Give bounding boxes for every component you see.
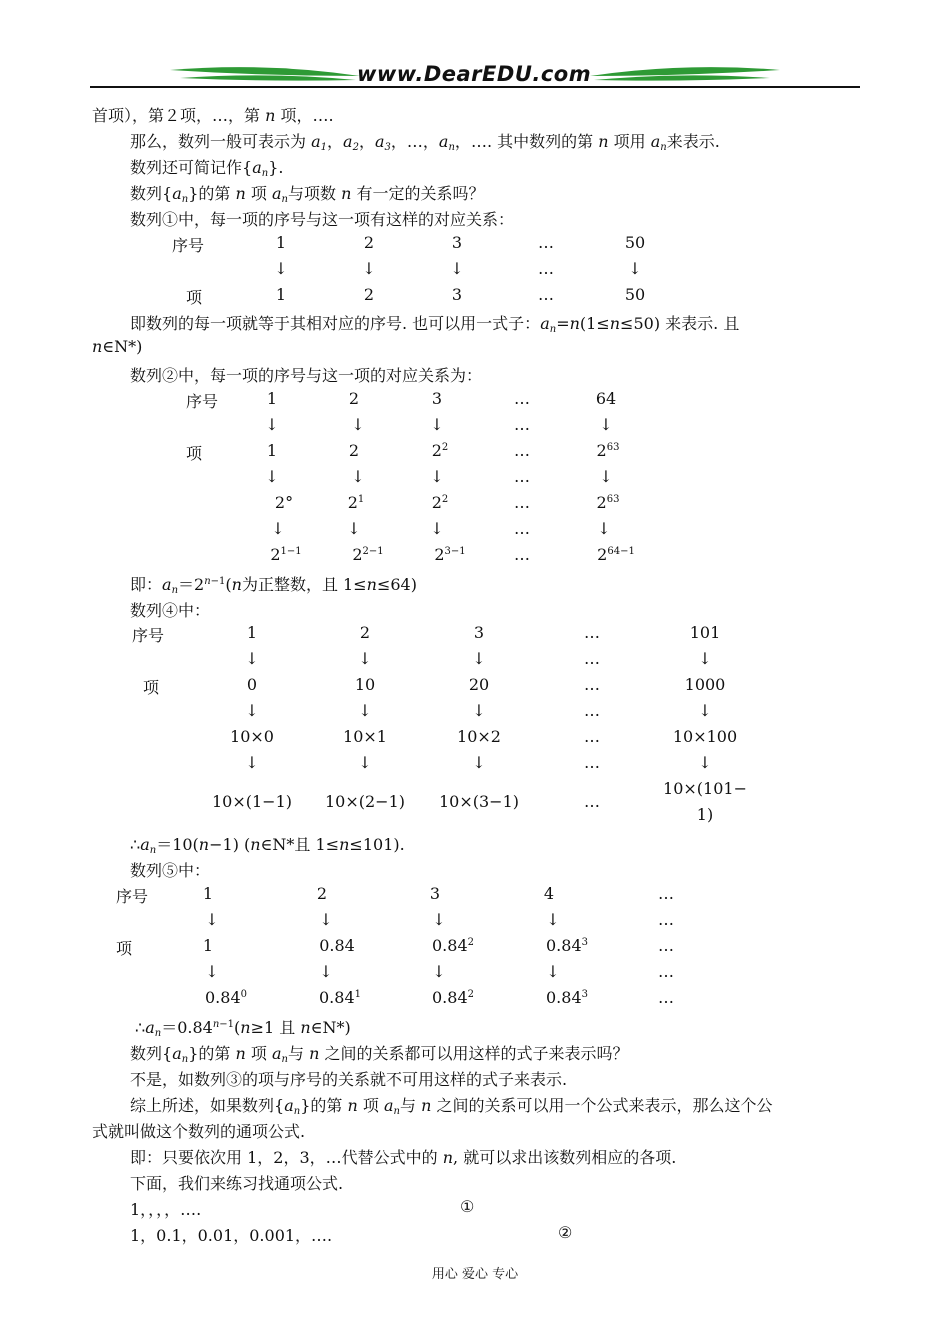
- t1-col-4: …: [538, 233, 554, 252]
- t2-r4-3: $2^{3-1}$: [434, 545, 466, 564]
- t3-dots: …: [584, 701, 600, 720]
- t2-arrow: ↓: [430, 519, 444, 538]
- header-swoosh-right: [590, 64, 780, 86]
- t1-item-label: 项: [186, 288, 203, 307]
- t2-r2-3: $2^2$: [431, 441, 449, 460]
- t3-r4-3: 10×(3−1): [438, 792, 520, 811]
- t2-arrow: ↓: [351, 467, 365, 486]
- t3-arrow: ↓: [472, 701, 486, 720]
- t1-dots: …: [538, 259, 554, 278]
- t4-col-3: 3: [429, 884, 441, 903]
- t2-arrow: ↓: [265, 415, 279, 434]
- text-line-6b: n∈N*): [92, 337, 143, 356]
- t1-col-2: 2: [363, 233, 375, 252]
- t3-item-label: 项: [143, 678, 160, 697]
- marker-1: ①: [460, 1197, 475, 1216]
- t3-col-1: 1: [246, 623, 258, 642]
- t3-r3-1: 10×0: [230, 727, 274, 746]
- t3-dots: …: [584, 753, 600, 772]
- t2-col-4: …: [514, 389, 530, 408]
- t2-arrow: ↓: [351, 415, 365, 434]
- text-line-15: 综上所述，如果数列$\{a_n\}$的第 n 项 $a_n$与 n 之间的关系可以用一个公式来表示，那么这个公: [130, 1096, 773, 1117]
- t4-arrow: ↓: [205, 910, 219, 929]
- t2-col-3: 3: [431, 389, 443, 408]
- t3-col-4: …: [584, 623, 600, 642]
- t4-col-1: 1: [202, 884, 214, 903]
- t2-r4-4: …: [514, 545, 530, 564]
- t4-r2-2: 0.84: [319, 936, 355, 955]
- t3-arrow: ↓: [358, 701, 372, 720]
- t2-r2-4: …: [514, 441, 530, 460]
- t4-r3-3: 0.84$^2$: [432, 988, 474, 1007]
- t4-col-2: 2: [316, 884, 328, 903]
- text-line-5: 数列①中，每一项的序号与这一项有这样的对应关系：: [130, 210, 515, 229]
- t4-col-5: …: [658, 884, 674, 903]
- t3-arrow: ↓: [245, 753, 259, 772]
- t2-r3-3: $2^2$: [431, 493, 449, 512]
- t3-seq-label: 序号: [132, 626, 165, 645]
- t2-arrow: ↓: [599, 415, 613, 434]
- t4-seq-label: 序号: [116, 887, 149, 906]
- t2-r2-1: 1: [266, 441, 278, 460]
- footer-text: 用心 爱心 专心: [431, 1267, 519, 1282]
- t4-r2-3: 0.84$^2$: [432, 936, 474, 955]
- t3-r3-2: 10×1: [343, 727, 387, 746]
- t1-val-5: 50: [624, 285, 646, 304]
- t2-r3-2: $2^1$: [347, 493, 365, 512]
- t2-r3-1: 2°: [274, 493, 294, 512]
- t2-col-2: 2: [348, 389, 360, 408]
- t2-r4-1: $2^{1-1}$: [270, 545, 302, 564]
- t4-arrow: ↓: [546, 962, 560, 981]
- t3-r4-5a: 10×(101−: [663, 779, 747, 798]
- t1-val-4: …: [538, 285, 554, 304]
- text-line-3: 数列还可简记作$\{a_n\}$.: [130, 158, 284, 179]
- t4-dots: …: [658, 910, 674, 929]
- text-line-17: 即：只要依次用 1，2，3，…代替公式中的 n, 就可以求出该数列相应的各项.: [130, 1148, 677, 1167]
- text-line-13: 数列$\{a_n\}$的第 n 项 $a_n$与 n 之间的关系都可以用这样的式子来表示吗？: [130, 1044, 629, 1065]
- t2-item-label: 项: [186, 444, 203, 463]
- text-line-9: 数列④中：: [130, 601, 211, 620]
- t3-arrow: ↓: [245, 649, 259, 668]
- t3-r4-2: 10×(2−1): [324, 792, 406, 811]
- t2-arrow: ↓: [599, 467, 613, 486]
- t4-r2-5: …: [658, 936, 674, 955]
- text-line-19: 1，，，，….: [130, 1200, 202, 1219]
- t4-arrow: ↓: [546, 910, 560, 929]
- t3-arrow: ↓: [698, 701, 712, 720]
- t4-dots: …: [658, 962, 674, 981]
- t2-r3-5: $2^{63}$: [596, 493, 620, 512]
- t4-arrow: ↓: [432, 962, 446, 981]
- t2-arrow: ↓: [430, 467, 444, 486]
- t3-r3-5: 10×100: [672, 727, 738, 746]
- t3-r3-3: 10×2: [457, 727, 501, 746]
- t3-arrow: ↓: [472, 753, 486, 772]
- t1-arrow: ↓: [450, 259, 464, 278]
- t4-item-label: 项: [116, 939, 133, 958]
- t4-r2-4: 0.84$^3$: [546, 936, 588, 955]
- t3-col-5: 101: [689, 623, 721, 642]
- t2-arrow: ↓: [265, 467, 279, 486]
- header-rule: [90, 86, 860, 88]
- t1-col-1: 1: [275, 233, 287, 252]
- t3-r2-5: 1000: [684, 675, 726, 694]
- text-line-11: 数列⑤中：: [130, 861, 211, 880]
- text-line-14: 不是，如数列③的项与序号的关系就不可用这样的式子来表示.: [130, 1070, 568, 1089]
- t3-r2-4: …: [584, 675, 600, 694]
- text-line-4: 数列$\{a_n\}$的第 n 项 $a_n$与项数 n 有一定的关系吗？: [130, 184, 485, 205]
- t3-arrow: ↓: [358, 753, 372, 772]
- t1-val-2: 2: [363, 285, 375, 304]
- t2-dots: …: [514, 519, 530, 538]
- t1-arrow: ↓: [274, 259, 288, 278]
- t3-r2-3: 20: [468, 675, 490, 694]
- t3-arrow: ↓: [358, 649, 372, 668]
- t4-r3-1: 0.84$^0$: [205, 988, 247, 1007]
- t4-arrow: ↓: [432, 910, 446, 929]
- t2-seq-label: 序号: [186, 392, 219, 411]
- t3-r3-4: …: [584, 727, 600, 746]
- t4-r3-4: 0.84$^3$: [546, 988, 588, 1007]
- t2-dots: …: [514, 415, 530, 434]
- text-line-10: $\therefore a_n=10(n-1)$ (n∈N*且 1≤n≤101).: [130, 835, 405, 856]
- t4-r2-1: 1: [202, 936, 214, 955]
- t2-col-1: 1: [266, 389, 278, 408]
- t4-arrow: ↓: [319, 910, 333, 929]
- t3-dots: …: [584, 649, 600, 668]
- t3-r4-4: …: [584, 792, 600, 811]
- t3-col-3: 3: [473, 623, 485, 642]
- t1-arrow: ↓: [628, 259, 642, 278]
- t1-arrow: ↓: [362, 259, 376, 278]
- t3-r2-1: 0: [246, 675, 258, 694]
- text-line-6: 即数列的每一项就等于其相对应的序号. 也可以用一式子：$a_n=n(1\le n\le 50)$ 来表示. 且: [130, 314, 740, 335]
- t2-r3-4: …: [514, 493, 530, 512]
- t3-col-2: 2: [359, 623, 371, 642]
- text-line-1: 首项），第２项，…，第 n 项，….: [92, 106, 334, 125]
- t3-arrow: ↓: [698, 649, 712, 668]
- t2-col-5: 64: [595, 389, 617, 408]
- text-line-20: 1，0.1，0.01，0.001，….: [130, 1226, 333, 1245]
- t3-arrow: ↓: [472, 649, 486, 668]
- t1-seq-label: 序号: [172, 236, 205, 255]
- text-line-2: 那么，数列一般可表示为 $a_1$，$a_2$，$a_3$，…，$a_n$，…. 其中数列的第 n 项用 $a_n$来表示.: [130, 132, 720, 153]
- t4-arrow: ↓: [205, 962, 219, 981]
- t3-arrow: ↓: [245, 701, 259, 720]
- t4-r3-2: 0.84$^1$: [319, 988, 361, 1007]
- text-line-8: 即：$a_n=2^{n-1}(n$为正整数，且 1≤n≤64): [130, 575, 417, 596]
- t1-col-3: 3: [451, 233, 463, 252]
- t3-r4-1: 10×(1−1): [211, 792, 293, 811]
- text-line-7: 数列②中，每一项的序号与这一项的对应关系为：: [130, 366, 483, 385]
- t2-r2-2: 2: [348, 441, 360, 460]
- header-swoosh-left: [170, 64, 360, 86]
- t3-arrow: ↓: [698, 753, 712, 772]
- t1-val-3: 3: [451, 285, 463, 304]
- t2-dots: …: [514, 467, 530, 486]
- site-logo[interactable]: www.DearEDU.com: [357, 62, 592, 86]
- text-line-12: $\therefore a_n=0.84^{n-1}(n\ge 1$ 且 n∈N*): [135, 1018, 351, 1039]
- t4-r3-5: …: [658, 988, 674, 1007]
- text-line-18: 下面，我们来练习找通项公式.: [130, 1174, 344, 1193]
- t2-r4-5: $2^{64-1}$: [597, 545, 635, 564]
- t2-arrow: ↓: [430, 415, 444, 434]
- marker-2: ②: [558, 1223, 573, 1242]
- t2-arrow: ↓: [597, 519, 611, 538]
- text-line-16: 式就叫做这个数列的通项公式.: [92, 1122, 306, 1141]
- t1-val-1: 1: [275, 285, 287, 304]
- t2-r4-2: $2^{2-1}$: [352, 545, 384, 564]
- t3-r4-5b: 1): [696, 805, 714, 824]
- t2-r2-5: $2^{63}$: [596, 441, 620, 460]
- t3-r2-2: 10: [354, 675, 376, 694]
- t1-col-5: 50: [624, 233, 646, 252]
- t4-col-4: 4: [543, 884, 555, 903]
- t2-arrow: ↓: [347, 519, 361, 538]
- t2-arrow: ↓: [271, 519, 285, 538]
- t4-arrow: ↓: [319, 962, 333, 981]
